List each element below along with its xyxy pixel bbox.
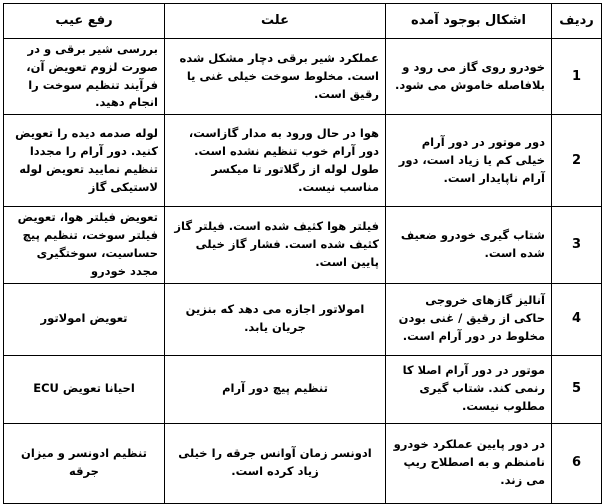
table-row [4,355,602,423]
header-cause: علت [165,4,386,39]
cause-cell: فیلتر هوا کثیف شده است. فیلتر گاز کثیف شده است. فشار گاز خیلی پایین است. [165,207,386,283]
table-row [4,423,602,503]
table-row [4,207,602,283]
row-number: 3 [552,207,602,283]
fix-cell: احیانا تعویض ECU [4,355,165,423]
row-number: 6 [552,423,602,503]
fix-cell: تنظیم ادونسر و میزان جرقه [4,423,165,503]
cause-cell: هوا در حال ورود به مدار گازاست، دور آرام خوب تنظیم نشده است. طول لوله از رگلاتور تا میکسر مناسب نیست. [165,115,386,207]
cause-cell: امولاتور اجازه می دهد که بنزین جریان یابد. [165,283,386,355]
fix-cell: بررسی شیر برقی و در صورت لزوم تعویض آن، فرآیند تنظیم سوخت را انجام دهید. [4,39,165,115]
cause-cell: عملکرد شیر برقی دچار مشکل شده است. مخلوط سوخت خیلی غنی یا رقیق است. [165,39,386,115]
row-number: 2 [552,115,602,207]
row-number: 4 [552,283,602,355]
fix-cell: تعویض امولاتور [4,283,165,355]
header-symptom: اشکال بوجود آمده [386,4,552,39]
table-row [4,39,602,115]
table-row [4,115,602,207]
symptom-cell: در دور پایین عملکرد خودرو نامنظم و به اصطلاح ریپ می زند. [386,423,552,503]
symptom-cell: شتاب گیری خودرو ضعیف شده است. [386,207,552,283]
symptom-cell: موتور در دور آرام اصلا کا رنمی کند. شتاب گیری مطلوب نیست. [386,355,552,423]
header-row [4,4,602,39]
table-row [4,283,602,355]
fix-cell: لوله صدمه دیده را تعویض کنید. دور آرام را مجددا تنظیم نمایید تعویض لوله لاستیکی گاز [4,115,165,207]
row-number: 5 [552,355,602,423]
row-number: 1 [552,39,602,115]
symptom-cell: خودرو روی گاز می رود و بلافاصله خاموش می شود. [386,39,552,115]
troubleshooting-table [3,3,602,504]
cause-cell: ادونسر زمان آوانس جرقه را خیلی زیاد کرده است. [165,423,386,503]
symptom-cell: آنالیز گازهای خروجی حاکی از رقیق / غنی بودن مخلوط در دور آرام است. [386,283,552,355]
header-fix: رفع عیب [4,4,165,39]
header-row-number: ردیف [552,4,602,39]
cause-cell: تنظیم پیچ دور آرام [165,355,386,423]
symptom-cell: دور موتور در دور آرام خیلی کم یا زیاد است، دور آرام ناپایدار است. [386,115,552,207]
fix-cell: تعویض فیلتر هوا، تعویض فیلتر سوخت، تنظیم پیچ حساسیت، سوختگیری مجدد خودرو [4,207,165,283]
